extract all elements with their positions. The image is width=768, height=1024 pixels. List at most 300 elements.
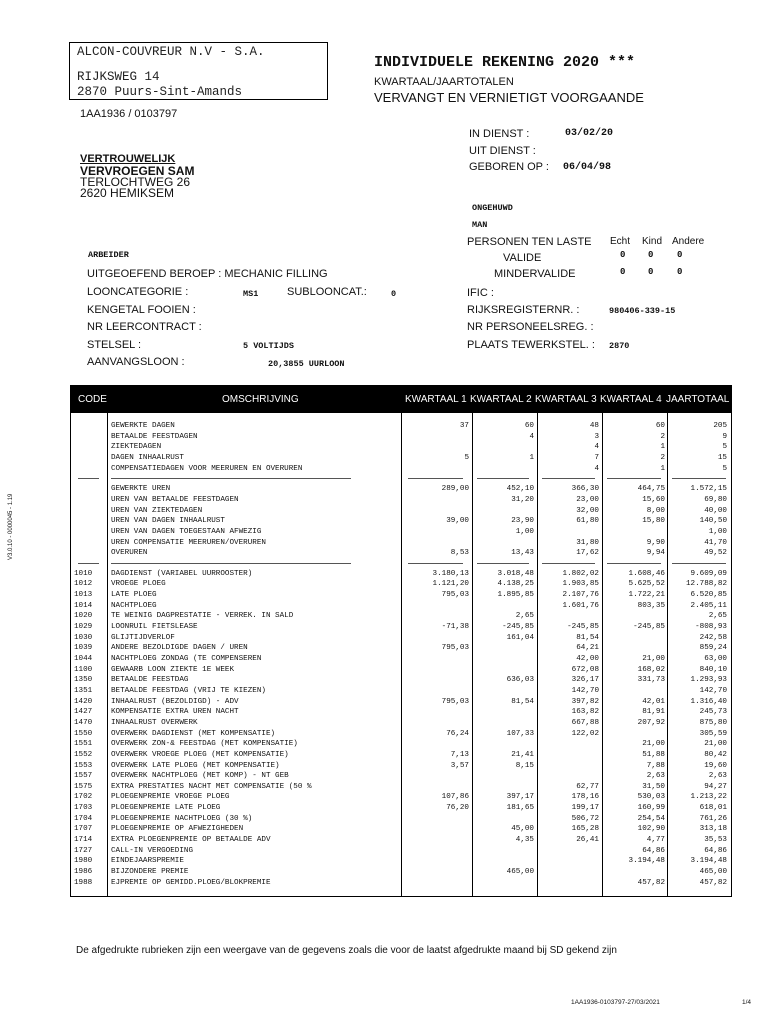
table-row xyxy=(71,654,731,664)
row-description: NACHTPLOEG xyxy=(111,601,157,610)
header-kwartaal-1: KWARTAAL 1 xyxy=(405,394,467,405)
stelsel-label: STELSEL : xyxy=(87,339,142,351)
row-kwartaal-3: 4 xyxy=(594,464,599,473)
row-jaartotaal: 69,80 xyxy=(704,495,727,504)
document-reference: 1AA1936-0103797-27/03/2021 xyxy=(571,999,660,1006)
row-kwartaal-4: 1 xyxy=(660,443,665,452)
row-description: GEWAARB LOON ZIEKTE 1E WEEK xyxy=(111,665,235,674)
row-jaartotaal: 761,26 xyxy=(699,814,727,823)
row-jaartotaal: 1.316,40 xyxy=(690,697,727,706)
aanvangsloon-label: AANVANGSLOON : xyxy=(87,356,185,368)
dependents-col-kind: Kind xyxy=(642,236,663,247)
row-kwartaal-2: 636,03 xyxy=(506,676,534,685)
row-kwartaal-4: 4,77 xyxy=(646,836,665,845)
row-kwartaal-4: 64,86 xyxy=(642,846,665,855)
row-kwartaal-4: 9,94 xyxy=(646,549,665,558)
row-kwartaal-3: 2.107,76 xyxy=(562,591,599,600)
row-jaartotaal: 2,63 xyxy=(708,772,727,781)
plaats-tewerkstelling-label: PLAATS TEWERKSTEL. : xyxy=(467,339,595,351)
row-code: 1029 xyxy=(74,623,93,632)
row-jaartotaal: 457,82 xyxy=(699,878,727,887)
page-title: INDIVIDUELE REKENING 2020 *** xyxy=(374,54,636,71)
rijksregister-label: RIJKSREGISTERNR. : xyxy=(467,304,580,316)
table-row xyxy=(71,729,731,739)
row-kwartaal-4: 530,03 xyxy=(637,793,665,802)
row-code: 1014 xyxy=(74,601,93,610)
row-kwartaal-2: 4.138,25 xyxy=(497,580,534,589)
in-dienst-label: IN DIENST : xyxy=(469,128,530,140)
group-separator xyxy=(607,563,661,564)
row-jaartotaal: 5 xyxy=(722,464,727,473)
row-jaartotaal: 840,10 xyxy=(699,665,727,674)
table-row xyxy=(71,464,731,474)
confidential-label: VERTROUWELIJK xyxy=(80,153,176,165)
table-row xyxy=(71,548,731,558)
header-jaartotaal: JAARTOTAAL xyxy=(666,394,730,405)
row-kwartaal-1: 39,00 xyxy=(446,517,469,526)
row-description: INHAALRUST (BEZOLDIGD) - ADV xyxy=(111,697,239,706)
row-code: 1552 xyxy=(74,750,93,759)
row-kwartaal-3: 1.903,85 xyxy=(562,580,599,589)
row-code: 1100 xyxy=(74,665,93,674)
employer-address-box xyxy=(69,42,328,100)
recipient-city: 2620 HEMIKSEM xyxy=(80,186,175,200)
row-jaartotaal: 6.520,85 xyxy=(690,591,727,600)
row-kwartaal-4: 9,90 xyxy=(646,538,665,547)
row-jaartotaal: 19,60 xyxy=(704,761,727,770)
row-kwartaal-2: 452,10 xyxy=(506,485,534,494)
row-code: 1039 xyxy=(74,644,93,653)
row-jaartotaal: -808,93 xyxy=(695,623,727,632)
row-kwartaal-4: 81,91 xyxy=(642,708,665,717)
page-subtitle: KWARTAAL/JAARTOTALEN xyxy=(374,76,514,88)
row-code: 1020 xyxy=(74,612,93,621)
group-separator xyxy=(78,478,99,479)
row-kwartaal-4: 21,00 xyxy=(642,655,665,663)
valide-echt: 0 xyxy=(620,250,626,260)
row-jaartotaal: 2.405,11 xyxy=(690,601,727,610)
row-kwartaal-2: 21,41 xyxy=(511,750,534,759)
row-kwartaal-4: 8,00 xyxy=(646,506,665,515)
row-kwartaal-4: 2 xyxy=(660,432,665,441)
employee-reference: 1AA1936 / 0103797 xyxy=(80,108,178,120)
row-description: LATE PLOEG xyxy=(111,591,157,600)
row-code: 1420 xyxy=(74,697,93,706)
row-kwartaal-2: 31,20 xyxy=(511,495,534,504)
row-kwartaal-4: 160,99 xyxy=(637,804,665,813)
leercontract-label: NR LEERCONTRACT : xyxy=(87,321,202,333)
row-code: 1714 xyxy=(74,836,93,845)
row-kwartaal-4: -245,85 xyxy=(633,623,665,632)
table-row xyxy=(71,611,731,621)
row-kwartaal-2: 1 xyxy=(529,453,534,462)
row-kwartaal-3: 366,30 xyxy=(571,485,599,494)
row-kwartaal-4: 1 xyxy=(660,464,665,473)
civil-status: ONGEHUWD xyxy=(472,203,513,213)
row-kwartaal-3: 1.601,76 xyxy=(562,601,599,610)
row-kwartaal-4: 331,73 xyxy=(637,676,665,685)
valide-kind: 0 xyxy=(648,250,654,260)
row-kwartaal-4: 102,90 xyxy=(637,825,665,834)
row-jaartotaal: 142,70 xyxy=(699,686,727,695)
row-kwartaal-2: 397,17 xyxy=(506,793,534,802)
row-kwartaal-4: 2,63 xyxy=(646,772,665,781)
header-kwartaal-3: KWARTAAL 3 xyxy=(535,394,597,405)
group-separator xyxy=(672,478,726,479)
row-jaartotaal: 12.788,82 xyxy=(685,580,727,589)
group-separator xyxy=(607,478,661,479)
row-kwartaal-3: 3 xyxy=(594,432,599,441)
dependents-col-echt: Echt xyxy=(610,236,631,247)
looncat-label: LOONCATEGORIE : xyxy=(87,286,189,298)
row-description: EINDEJAARSPREMIE xyxy=(111,857,184,866)
row-description: OVERUREN xyxy=(111,549,148,558)
row-jaartotaal: 49,52 xyxy=(704,549,727,558)
kengetal-label: KENGETAL FOOIEN : xyxy=(87,304,196,316)
row-jaartotaal: 875,80 xyxy=(699,718,727,727)
row-description: EJPREMIE OP GEMIDD.PLOEG/BLOKPREMIE xyxy=(111,878,271,887)
row-code: 1030 xyxy=(74,633,93,642)
row-kwartaal-3: 26,41 xyxy=(576,836,599,845)
row-jaartotaal: 245,73 xyxy=(699,708,727,717)
row-description: BIJZONDERE PREMIE xyxy=(111,868,189,876)
table-row xyxy=(71,484,731,494)
aanvangsloon-value: 20,3855 UURLOON xyxy=(268,359,345,369)
row-jaartotaal: 313,18 xyxy=(699,825,727,834)
row-description: GLIJTIJDVERLOF xyxy=(111,633,175,642)
group-separator xyxy=(78,563,99,564)
row-kwartaal-1: 3,57 xyxy=(450,761,469,770)
row-kwartaal-4: 464,75 xyxy=(637,485,665,494)
stelsel-value: 5 VOLTIJDS xyxy=(243,341,295,351)
row-kwartaal-3: 199,17 xyxy=(571,804,599,813)
row-kwartaal-3: 122,02 xyxy=(571,729,599,738)
row-kwartaal-3: 326,17 xyxy=(571,676,599,685)
row-jaartotaal: 465,00 xyxy=(699,868,727,876)
group-separator xyxy=(111,478,351,479)
table-row xyxy=(71,675,731,685)
row-description: PLOEGENPREMIE NACHTPLOEG (30 %) xyxy=(111,814,253,823)
table-row xyxy=(71,792,731,802)
row-code: 1727 xyxy=(74,846,93,855)
table-row xyxy=(71,856,731,866)
employer-city: 2870 Puurs-Sint-Amands xyxy=(77,85,243,99)
row-jaartotaal: 618,01 xyxy=(699,804,727,813)
row-kwartaal-2: 4 xyxy=(529,432,534,441)
row-description: PLOEGENPREMIE LATE PLOEG xyxy=(111,804,221,813)
table-row xyxy=(71,527,731,537)
row-jaartotaal: 80,42 xyxy=(704,750,727,759)
row-kwartaal-1: 795,03 xyxy=(441,697,469,706)
row-jaartotaal: 9 xyxy=(722,432,727,441)
group-separator xyxy=(477,563,529,564)
table-row xyxy=(71,846,731,856)
accounts-table xyxy=(70,385,732,897)
table-row xyxy=(71,579,731,589)
worker-category: ARBEIDER xyxy=(88,250,129,260)
table-row xyxy=(71,590,731,600)
row-kwartaal-2: 60 xyxy=(524,422,534,430)
subloon-label: SUBLOONCAT.: xyxy=(287,286,367,298)
row-kwartaal-2: 161,04 xyxy=(506,633,534,642)
row-kwartaal-4: 254,54 xyxy=(637,814,665,823)
row-kwartaal-2: 81,54 xyxy=(511,697,534,706)
row-description: TE WEINIG DAGPRESTATIE - VERREK. IN SALD xyxy=(111,612,294,621)
row-description: GEWERKTE DAGEN xyxy=(111,422,175,430)
personeelsreg-label: NR PERSONEELSREG. : xyxy=(467,321,594,333)
row-jaartotaal: 3.194,48 xyxy=(690,857,727,866)
table-row xyxy=(71,538,731,548)
row-jaartotaal: 1,00 xyxy=(708,527,727,536)
row-code: 1350 xyxy=(74,676,93,685)
valide-label: VALIDE xyxy=(503,252,542,264)
row-kwartaal-2: 1,00 xyxy=(515,527,534,536)
table-row xyxy=(71,495,731,505)
row-jaartotaal: 1.572,15 xyxy=(690,485,727,494)
row-kwartaal-2: 465,00 xyxy=(506,868,534,876)
row-jaartotaal: 35,53 xyxy=(704,836,727,845)
row-kwartaal-2: 13,43 xyxy=(511,549,534,558)
row-kwartaal-4: 168,02 xyxy=(637,665,665,674)
row-kwartaal-2: 1.895,85 xyxy=(497,591,534,600)
table-row xyxy=(71,421,731,431)
group-separator xyxy=(408,478,463,479)
row-code: 1703 xyxy=(74,804,93,813)
beroep-label: UITGEOEFEND BEROEP : MECHANIC FILLING xyxy=(87,268,328,280)
table-row xyxy=(71,718,731,728)
row-kwartaal-3: 397,82 xyxy=(571,697,599,706)
row-kwartaal-4: 2 xyxy=(660,453,665,462)
group-separator xyxy=(408,563,463,564)
row-description: BETAALDE FEESTDAGEN xyxy=(111,432,198,441)
table-row xyxy=(71,622,731,632)
row-kwartaal-2: 45,00 xyxy=(511,825,534,834)
row-description: UREN VAN DAGEN TOEGESTAAN AFWEZIG xyxy=(111,527,262,536)
row-code: 1012 xyxy=(74,580,93,589)
row-code: 1986 xyxy=(74,868,93,876)
row-kwartaal-3: 23,00 xyxy=(576,495,599,504)
row-description: UREN COMPENSATIE MEERUREN/OVERUREN xyxy=(111,538,266,547)
row-jaartotaal: 305,59 xyxy=(699,729,727,738)
row-kwartaal-4: 60 xyxy=(655,422,665,430)
table-row xyxy=(71,686,731,696)
row-code: 1575 xyxy=(74,782,93,791)
table-row xyxy=(71,665,731,675)
row-jaartotaal: 859,24 xyxy=(699,644,727,653)
mindervalide-echt: 0 xyxy=(620,267,626,277)
row-kwartaal-3: 178,16 xyxy=(571,793,599,802)
plaats-tewerkstelling-value: 2870 xyxy=(609,341,630,351)
subloon-value: 0 xyxy=(391,289,397,299)
table-row xyxy=(71,506,731,516)
geboren-label: GEBOREN OP : xyxy=(469,161,549,173)
row-kwartaal-4: 207,92 xyxy=(637,718,665,727)
table-row xyxy=(71,739,731,749)
row-kwartaal-2: -245,85 xyxy=(502,623,534,632)
row-jaartotaal: 41,70 xyxy=(704,538,727,547)
row-kwartaal-3: 7 xyxy=(594,453,599,462)
row-kwartaal-3: 64,21 xyxy=(576,644,599,653)
row-description: DAGDIENST (VARIABEL UURROOSTER) xyxy=(111,569,253,578)
row-kwartaal-3: 142,70 xyxy=(571,686,599,695)
row-code: 1044 xyxy=(74,655,93,663)
mindervalide-kind: 0 xyxy=(648,267,654,277)
row-kwartaal-3: 163,82 xyxy=(571,708,599,717)
table-row xyxy=(71,442,731,452)
employer-name: ALCON-COUVREUR N.V - S.A. xyxy=(77,45,265,59)
row-description: UREN VAN ZIEKTEDAGEN xyxy=(111,506,203,515)
row-kwartaal-3: 4 xyxy=(594,443,599,452)
row-description: UREN VAN BETAALDE FEESTDAGEN xyxy=(111,495,239,504)
row-kwartaal-3: 506,72 xyxy=(571,814,599,823)
header-code: CODE xyxy=(78,394,107,405)
row-jaartotaal: 140,50 xyxy=(699,517,727,526)
row-jaartotaal: 94,27 xyxy=(704,782,727,791)
table-row xyxy=(71,835,731,845)
row-description: OVERWERK NACHTPLOEG (MET KOMP) - NT GEB xyxy=(111,772,289,781)
row-description: LOONRUIL FIETSLEASE xyxy=(111,623,198,632)
table-row xyxy=(71,432,731,442)
recipient-street: TERLOCHTWEG 26 xyxy=(80,175,191,189)
row-description: DAGEN INHAALRUST xyxy=(111,453,184,462)
row-description: KOMPENSATIE EXTRA UREN NACHT xyxy=(111,708,239,717)
row-kwartaal-4: 21,00 xyxy=(642,740,665,749)
table-row xyxy=(71,516,731,526)
in-dienst-value: 03/02/20 xyxy=(565,128,614,139)
row-kwartaal-3: 165,28 xyxy=(571,825,599,834)
table-row xyxy=(71,771,731,781)
group-separator xyxy=(477,478,529,479)
row-jaartotaal: 64,86 xyxy=(704,846,727,855)
row-code: 1557 xyxy=(74,772,93,781)
ific-label: IFIC : xyxy=(467,287,494,299)
table-row xyxy=(71,878,731,888)
row-kwartaal-1: -71,38 xyxy=(441,623,469,632)
row-description: OVERWERK LATE PLOEG (MET KOMPENSATIE) xyxy=(111,761,280,770)
valide-andere: 0 xyxy=(677,250,683,260)
row-description: OVERWERK ZON-& FEESTDAG (MET KOMPENSATIE) xyxy=(111,740,298,749)
row-kwartaal-4: 3.194,48 xyxy=(628,857,665,866)
row-code: 1550 xyxy=(74,729,93,738)
table-header xyxy=(71,386,731,413)
table-row xyxy=(71,824,731,834)
row-jaartotaal: 15 xyxy=(717,453,727,462)
row-code: 1980 xyxy=(74,857,93,866)
dependents-label: PERSONEN TEN LASTE xyxy=(467,236,592,248)
row-kwartaal-3: 61,80 xyxy=(576,517,599,526)
row-description: GEWERKTE UREN xyxy=(111,485,171,494)
uit-dienst-label: UIT DIENST : xyxy=(469,145,536,157)
row-jaartotaal: 9.609,09 xyxy=(690,569,727,578)
row-kwartaal-1: 8,53 xyxy=(450,549,469,558)
table-row xyxy=(71,803,731,813)
row-description: ANDERE BEZOLDIGDE DAGEN / UREN xyxy=(111,644,248,653)
header-omschrijving: OMSCHRIJVING xyxy=(222,394,299,405)
table-row xyxy=(71,750,731,760)
table-row xyxy=(71,601,731,611)
row-code: 1704 xyxy=(74,814,93,823)
geboren-value: 06/04/98 xyxy=(563,162,612,173)
row-code: 1013 xyxy=(74,591,93,600)
row-kwartaal-1: 7,13 xyxy=(450,750,469,759)
row-kwartaal-4: 15,60 xyxy=(642,495,665,504)
row-code: 1988 xyxy=(74,878,93,887)
row-kwartaal-1: 289,00 xyxy=(441,485,469,494)
row-kwartaal-4: 31,50 xyxy=(642,782,665,791)
row-kwartaal-3: 667,88 xyxy=(571,718,599,727)
gender: MAN xyxy=(472,220,488,230)
row-kwartaal-1: 76,20 xyxy=(446,804,469,813)
row-kwartaal-3: 31,80 xyxy=(576,538,599,547)
row-description: CALL-IN VERGOEDING xyxy=(111,846,194,855)
row-jaartotaal: 63,00 xyxy=(704,655,727,663)
row-description: UREN VAN DAGEN INHAALRUST xyxy=(111,517,225,526)
row-kwartaal-1: 76,24 xyxy=(446,729,469,738)
row-description: BETAALDE FEESTDAG xyxy=(111,676,189,685)
row-jaartotaal: 40,00 xyxy=(704,506,727,515)
row-kwartaal-1: 1.121,20 xyxy=(432,580,469,589)
recipient-name: VERVROEGEN SAM xyxy=(80,164,195,178)
row-kwartaal-4: 1.722,21 xyxy=(628,591,665,600)
row-kwartaal-4: 7,88 xyxy=(646,761,665,770)
row-description: COMPENSATIEDAGEN VOOR MEERUREN EN OVERUREN xyxy=(111,464,303,473)
header-kwartaal-4: KWARTAAL 4 xyxy=(600,394,662,405)
header-kwartaal-2: KWARTAAL 2 xyxy=(470,394,532,405)
mindervalide-andere: 0 xyxy=(677,267,683,277)
row-kwartaal-2: 2,65 xyxy=(515,612,534,621)
row-code: 1707 xyxy=(74,825,93,834)
row-description: PLOEGENPREMIE VROEGE PLOEG xyxy=(111,793,230,802)
table-row xyxy=(71,569,731,579)
row-description: OVERWERK VROEGE PLOEG (MET KOMPENSATIE) xyxy=(111,750,289,759)
table-row xyxy=(71,782,731,792)
table-row xyxy=(71,643,731,653)
replace-note: VERVANGT EN VERNIETIGT VOORGAANDE xyxy=(374,90,644,105)
row-kwartaal-2: 107,33 xyxy=(506,729,534,738)
row-kwartaal-3: 62,77 xyxy=(576,782,599,791)
table-row xyxy=(71,867,731,877)
row-code: 1351 xyxy=(74,686,93,695)
row-jaartotaal: 5 xyxy=(722,443,727,452)
footer-note: De afgedrukte rubrieken zijn een weergave van de gegevens zoals die voor de laatst afgedrukte maand bij SD gekend zijn xyxy=(76,945,617,956)
row-kwartaal-1: 37 xyxy=(459,422,469,430)
row-kwartaal-4: 15,80 xyxy=(642,517,665,526)
row-kwartaal-1: 107,86 xyxy=(441,793,469,802)
page-number: 1/4 xyxy=(742,999,752,1006)
row-kwartaal-2: 181,65 xyxy=(506,804,534,813)
table-row xyxy=(71,761,731,771)
row-code: 1470 xyxy=(74,718,93,727)
row-kwartaal-4: 42,01 xyxy=(642,697,665,706)
group-separator xyxy=(111,563,351,564)
row-kwartaal-4: 51,88 xyxy=(642,750,665,759)
row-description: PLOEGENPREMIE OP AFWEZIGHEDEN xyxy=(111,825,244,834)
row-kwartaal-2: 3.018,48 xyxy=(497,569,534,578)
looncat-value: MS1 xyxy=(243,289,259,299)
row-description: EXTRA PLOEGENPREMIE OP BETAALDE ADV xyxy=(111,836,271,845)
row-kwartaal-3: 81,54 xyxy=(576,633,599,642)
row-code: 1427 xyxy=(74,708,93,717)
employer-street: RIJKSWEG 14 xyxy=(77,70,160,84)
row-jaartotaal: 2,65 xyxy=(708,612,727,621)
row-code: 1702 xyxy=(74,793,93,802)
row-description: ZIEKTEDAGEN xyxy=(111,443,162,452)
row-jaartotaal: 21,00 xyxy=(704,740,727,749)
table-row xyxy=(71,453,731,463)
row-description: INHAALRUST OVERWERK xyxy=(111,718,198,727)
mindervalide-label: MINDERVALIDE xyxy=(494,268,576,280)
group-separator xyxy=(542,478,595,479)
